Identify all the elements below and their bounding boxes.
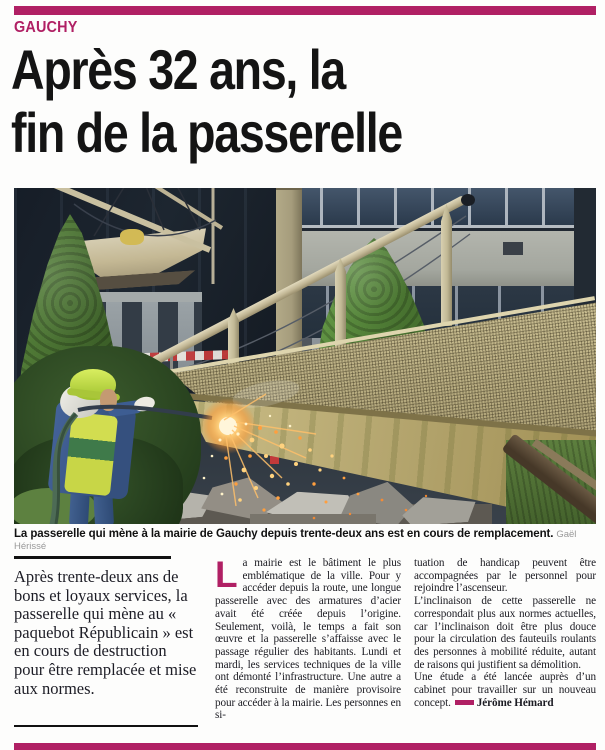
section-kicker: GAUCHY bbox=[14, 19, 78, 36]
body-text-1: a mairie est le bâtiment le plus emblématique de la ville. Pour y accéder depuis la route, une longue passerelle avec des armatures d’acier avait été créée depuis l’origine. Seulement, voilà, le temps a fait son œuvre et la passerelle s’affaisse avec le passage régulier des habitants. Lundi et mardi, les services techniques de la ville ont démonté l’infrastructure. Une autre a été reconstruite de manière provisoire pour accéder à la mairie. Les personnes en si- bbox=[215, 557, 401, 722]
byline-dash bbox=[455, 700, 474, 705]
section-accent-bar bbox=[14, 6, 596, 15]
caption-text: La passerelle qui mène à la mairie de Gauchy depuis trente-deux ans est en cours de remplacement. bbox=[14, 528, 554, 540]
body-paragraph: L’inclinaison de cette passerelle ne correspondait plus aux normes actuelles, car l’inclinaison doit être plus douce pour la circulation des fauteuils roulants des personnes à mobilité réduite, autant de raisons qui justifient sa démolition. bbox=[414, 595, 596, 671]
article-photo bbox=[14, 188, 596, 524]
body-column-1 bbox=[215, 554, 401, 722]
article-body bbox=[14, 556, 596, 736]
body-text-3: Une étude a été lancée auprès d’un cabinet pour travailler sur un nouveau concept. bbox=[414, 671, 596, 709]
standfirst-rule-bottom bbox=[14, 725, 198, 727]
photo-sparks-layer bbox=[14, 188, 596, 524]
headline-line2: fin de la passerelle bbox=[11, 101, 403, 164]
body-column-2 bbox=[414, 557, 596, 709]
headline-line1: Après 32 ans, la bbox=[11, 38, 346, 101]
body-paragraph-last bbox=[414, 671, 596, 709]
photo-credit: Gaël Hérissé bbox=[14, 529, 577, 552]
drop-cap: L bbox=[215, 554, 238, 595]
standfirst-text: Après trente-deux ans de bons et loyaux services, la passerelle qui mène au « paquebot Républicain » est en cours de destruction pour être remplacée et mise aux normes. bbox=[14, 567, 197, 698]
footer-accent-bar bbox=[14, 743, 596, 750]
body-paragraph: tuation de handicap peuvent être accompagnées par le personnel pour rejoindre l’ascenseur. bbox=[414, 557, 596, 595]
standfirst-column bbox=[14, 556, 198, 728]
photo-caption bbox=[14, 528, 596, 552]
byline: Jérôme Hémard bbox=[476, 696, 554, 709]
standfirst-rule-top bbox=[14, 556, 171, 559]
article-headline bbox=[11, 38, 605, 164]
